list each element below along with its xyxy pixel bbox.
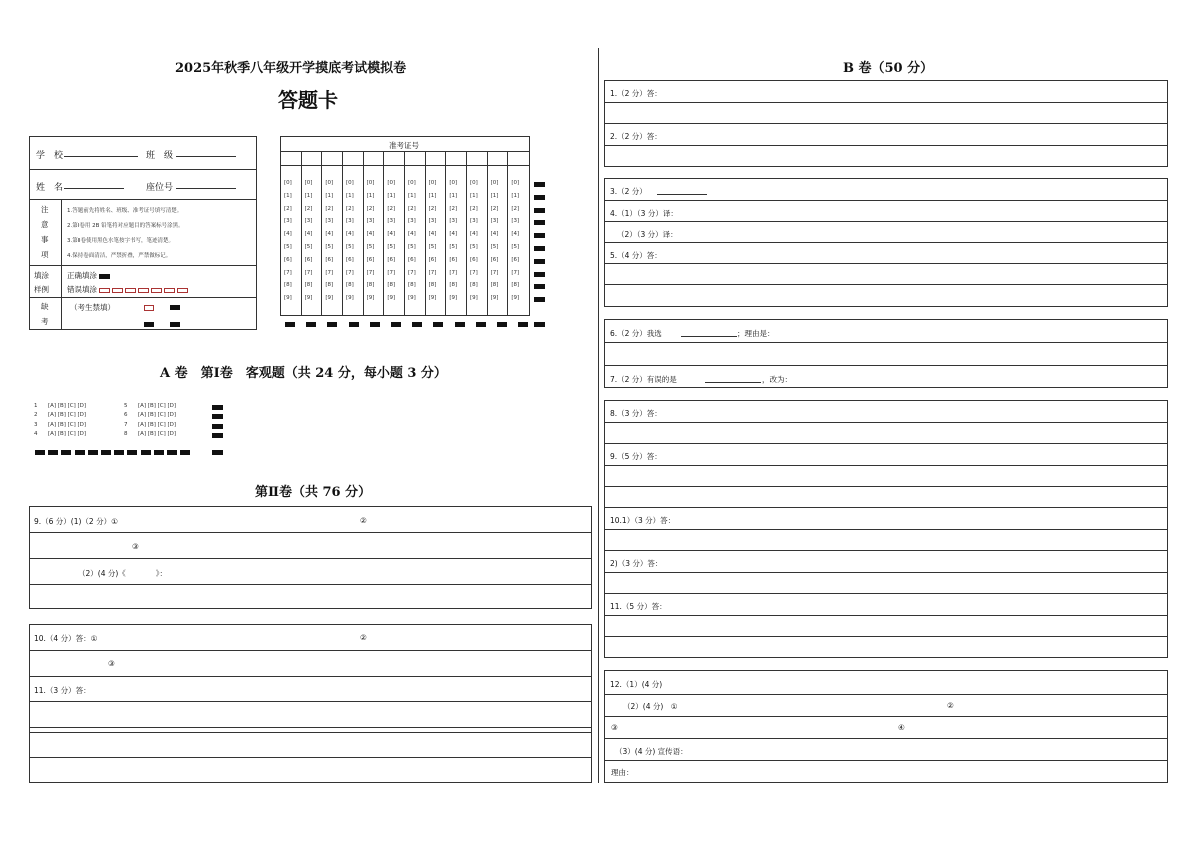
b-q7-change: ，改为： [762, 375, 792, 384]
b-q8-11-box[interactable] [604, 400, 1168, 658]
q11-label: 11.（3 分）答： [34, 686, 91, 695]
objective-options[interactable]: [A] [B] [C] [D] [48, 421, 87, 428]
objective-question-number: 1 [34, 403, 38, 409]
page-divider [598, 48, 599, 783]
wrong-mark-icon [112, 288, 123, 293]
timing-mark [391, 322, 401, 327]
b-q6-7-box[interactable] [604, 319, 1168, 388]
exam-id-column[interactable] [446, 152, 467, 315]
exam-id-bubble[interactable]: [0] [449, 180, 458, 186]
exam-id-bubble[interactable]: [2] [304, 205, 313, 212]
exam-id-bubble[interactable]: [2] [284, 205, 292, 212]
exam-id-column[interactable] [343, 152, 364, 315]
exam-id-bubble[interactable]: [6] [325, 256, 334, 263]
timing-mark [212, 450, 223, 455]
exam-id-bubble[interactable]: [0] [428, 180, 437, 186]
exam-id-bubble[interactable]: [8] [511, 282, 520, 289]
exam-id-bubble[interactable]: [2] [490, 205, 499, 212]
exam-id-bubble[interactable]: [8] [449, 282, 458, 289]
exam-id-bubble[interactable]: [2] [511, 205, 520, 212]
timing-mark [212, 424, 223, 429]
exam-id-bubble[interactable]: [3] [346, 218, 354, 225]
exam-id-bubble[interactable]: [3] [449, 218, 458, 225]
b-q6-field[interactable] [681, 328, 737, 337]
exam-id-bubble[interactable]: [6] [284, 256, 292, 263]
timing-mark [212, 414, 223, 419]
timing-mark [88, 450, 98, 455]
exam-id-column[interactable] [281, 152, 302, 315]
timing-mark [412, 322, 422, 327]
b-q3-label: 3.（2 分） [610, 187, 647, 196]
exam-id-bubble[interactable]: [8] [408, 282, 416, 289]
timing-mark [534, 322, 545, 327]
exam-id-bubble[interactable]: [0] [325, 180, 334, 186]
exam-id-bubble[interactable]: [5] [346, 244, 354, 250]
exam-id-bubble[interactable]: [4] [304, 231, 313, 238]
exam-id-bubble[interactable]: [4] [449, 231, 458, 238]
exam-id-bubble[interactable]: [9] [284, 295, 292, 302]
objective-question-number: 2 [34, 412, 38, 419]
student-info-box [29, 136, 257, 330]
q9-label: 9.（6 分）(1)（2 分）① [34, 517, 118, 526]
exam-id-bubble[interactable]: [9] [325, 295, 334, 302]
b-q6-label: 6.（2 分）我选 [610, 329, 662, 338]
b-q12-2d-label: ④ [898, 723, 905, 732]
timing-mark [433, 322, 443, 327]
exam-id-bubble[interactable]: [7] [408, 269, 416, 276]
section-b-title: B 卷（50 分） [843, 61, 934, 76]
objective-question-number: 7 [124, 421, 128, 428]
exam-id-bubble[interactable]: [2] [428, 205, 437, 212]
exam-id-bubble[interactable]: [5] [284, 244, 292, 250]
exam-id-bubble[interactable]: [1] [428, 192, 437, 199]
objective-options[interactable]: [A] [B] [C] [D] [48, 403, 87, 409]
note-4: 4.保持卷面清洁，严禁折叠，严禁做标记。 [67, 253, 172, 259]
timing-mark [534, 220, 545, 225]
section-ii-title: 第Ⅱ卷（共 76 分） [255, 485, 372, 500]
exam-id-bubble[interactable]: [1] [284, 192, 292, 199]
exam-id-bubble[interactable]: [2] [366, 205, 375, 212]
objective-options[interactable]: [A] [B] [C] [D] [48, 430, 87, 437]
exam-id-bubble[interactable]: [7] [366, 269, 375, 276]
exam-id-bubble[interactable]: [9] [470, 295, 478, 302]
exam-id-bubble[interactable]: [6] [428, 256, 437, 263]
b-q12-box[interactable] [604, 670, 1168, 783]
exam-id-column[interactable] [508, 152, 529, 315]
exam-id-bubble[interactable]: [5] [490, 244, 499, 250]
objective-options[interactable]: [A] [B] [C] [D] [138, 430, 177, 437]
timing-mark [114, 450, 124, 455]
exam-id-bubble[interactable]: [1] [449, 192, 458, 199]
wrong-mark-icon [177, 288, 188, 293]
q10-label-2: ② [360, 633, 367, 642]
exam-id-bubble[interactable]: [4] [408, 231, 416, 238]
b-q12-2-label: （2）(4 分) ① [623, 702, 678, 711]
b-q9-label: 9.（5 分）答： [610, 452, 662, 461]
class-field[interactable] [176, 148, 236, 157]
exam-id-bubble[interactable]: [1] [346, 192, 354, 199]
timing-mark [306, 322, 316, 327]
objective-question-number: 6 [124, 412, 128, 419]
exam-id-bubble[interactable]: [6] [490, 256, 499, 263]
school-label: 学 校 [36, 151, 64, 161]
timing-mark [144, 322, 154, 327]
exam-id-bubble[interactable]: [9] [346, 295, 354, 302]
b-q12-2b-label: ② [947, 701, 954, 710]
exam-id-bubble[interactable]: [6] [408, 256, 416, 263]
exam-id-bubble[interactable]: [7] [284, 269, 292, 276]
exam-id-bubble[interactable]: [1] [387, 192, 396, 199]
exam-id-bubble[interactable]: [7] [387, 269, 396, 276]
timing-mark [327, 322, 337, 327]
exam-id-box [280, 136, 530, 316]
exam-id-bubble[interactable]: [0] [284, 180, 292, 186]
exam-id-bubble[interactable]: [9] [490, 295, 499, 302]
exam-id-bubble[interactable]: [6] [387, 256, 396, 263]
timing-mark [534, 195, 545, 200]
section-a-title: A 卷 第Ⅰ卷 客观题（共 24 分，每小题 3 分） [160, 366, 447, 381]
objective-options[interactable]: [A] [B] [C] [D] [138, 421, 177, 428]
b-q10a-label: 10.1）（3 分）答： [610, 516, 676, 525]
timing-mark [170, 305, 180, 310]
exam-id-bubble[interactable]: [2] [325, 205, 334, 212]
exam-id-grid[interactable] [281, 152, 529, 315]
timing-mark [61, 450, 71, 455]
wrong-mark-icon [151, 288, 162, 293]
absent-label-2: 考 [41, 317, 49, 326]
correct-sample [67, 270, 110, 281]
wrong-mark-icon [138, 288, 149, 293]
b-q1-2-box[interactable] [604, 80, 1168, 167]
q9-answer-box[interactable] [29, 506, 592, 609]
exam-id-bubble[interactable]: [1] [366, 192, 375, 199]
b-q6-reason: ；理由是： [737, 329, 775, 338]
notes-label-1: 注 [41, 205, 49, 214]
absent-note: （考生禁填） [70, 303, 115, 312]
exam-id-bubble[interactable]: [6] [346, 256, 354, 263]
exam-id-bubble[interactable]: [1] [490, 192, 499, 199]
exam-id-bubble[interactable]: [9] [511, 295, 520, 302]
timing-mark [127, 450, 137, 455]
objective-question-number: 4 [34, 430, 38, 437]
timing-mark [170, 322, 180, 327]
exam-id-bubble[interactable]: [2] [470, 205, 478, 212]
note-1: 1.答题前先将姓名、班级、准考证号填写清楚。 [67, 208, 183, 214]
exam-id-bubble[interactable]: [5] [304, 244, 313, 250]
timing-mark [534, 272, 545, 277]
b-q12-label: 12.（1）(4 分) [610, 680, 663, 689]
exam-id-bubble[interactable]: [5] [325, 244, 334, 250]
exam-id-bubble[interactable]: [7] [449, 269, 458, 276]
timing-mark [534, 297, 545, 302]
exam-id-bubble[interactable]: [2] [346, 205, 354, 212]
exam-id-bubble[interactable]: [8] [304, 282, 313, 289]
exam-id-column[interactable] [426, 152, 447, 315]
timing-mark [212, 433, 223, 438]
exam-id-bubble[interactable]: [1] [304, 192, 313, 199]
exam-id-bubble[interactable]: [3] [284, 218, 292, 225]
timing-mark [370, 322, 380, 327]
timing-mark [455, 322, 465, 327]
q10-11-answer-box[interactable] [29, 624, 592, 783]
exam-id-column[interactable] [364, 152, 385, 315]
b-q4a-label: 4.（1）（3 分）译： [610, 209, 678, 218]
class-label: 班 级 [146, 151, 174, 161]
exam-id-bubble[interactable]: [5] [428, 244, 437, 250]
exam-id-bubble[interactable]: [1] [408, 192, 416, 199]
filled-mark-icon [99, 274, 110, 279]
exam-id-bubble[interactable]: [8] [366, 282, 375, 289]
name-field[interactable] [64, 180, 124, 189]
wrong-mark-icon [125, 288, 136, 293]
q10-label-3: ③ [108, 659, 115, 668]
exam-id-column[interactable] [302, 152, 323, 315]
correct-label: 正确填涂 [67, 271, 97, 280]
exam-id-bubble[interactable]: [0] [304, 180, 313, 186]
timing-mark [349, 322, 359, 327]
school-field[interactable] [64, 148, 138, 157]
note-3: 3.第Ⅱ卷使用黑色水笔按字书写，笔迹清楚。 [67, 238, 174, 244]
name-label: 姓 名 [36, 183, 64, 193]
exam-id-bubble[interactable]: [5] [449, 244, 458, 250]
exam-id-bubble[interactable]: [4] [366, 231, 375, 238]
timing-mark [75, 450, 85, 455]
exam-id-bubble[interactable]: [0] [470, 180, 478, 186]
exam-id-bubble[interactable]: [2] [387, 205, 396, 212]
exam-id-bubble[interactable]: [4] [511, 231, 520, 238]
exam-id-bubble[interactable]: [0] [387, 180, 396, 186]
exam-id-bubble[interactable]: [5] [387, 244, 396, 250]
q10-label: 10.（4 分）答：① [34, 634, 98, 643]
exam-id-bubble[interactable]: [4] [325, 231, 334, 238]
exam-id-bubble[interactable]: [9] [366, 295, 375, 302]
exam-id-bubble[interactable]: [3] [470, 218, 478, 225]
exam-id-bubble[interactable]: [4] [346, 231, 354, 238]
exam-id-bubble[interactable]: [0] [511, 180, 520, 186]
exam-id-bubble[interactable]: [3] [387, 218, 396, 225]
b-q3-5-box[interactable] [604, 178, 1168, 307]
q9-label-2: ② [360, 516, 367, 525]
objective-options[interactable]: [A] [B] [C] [D] [48, 412, 87, 419]
b-q12-reason-label: 理由： [611, 768, 634, 777]
exam-id-column[interactable] [405, 152, 426, 315]
b-q1-label: 1.（2 分）答： [610, 89, 662, 98]
exam-id-bubble[interactable]: [6] [470, 256, 478, 263]
absent-checkbox[interactable] [144, 305, 154, 311]
exam-id-bubble[interactable]: [9] [408, 295, 416, 302]
exam-id-bubble[interactable]: [9] [449, 295, 458, 302]
exam-id-column[interactable] [384, 152, 405, 315]
exam-id-label: 准考证号 [389, 141, 419, 150]
exam-id-bubble[interactable]: [0] [346, 180, 354, 186]
exam-id-bubble[interactable]: [6] [304, 256, 313, 263]
exam-id-bubble[interactable]: [8] [490, 282, 499, 289]
exam-id-bubble[interactable]: [5] [408, 244, 416, 250]
exam-id-bubble[interactable]: [8] [284, 282, 292, 289]
timing-mark [497, 322, 507, 327]
sample-label-1: 填涂 [34, 271, 49, 280]
b-q4b-label: （2）（3 分）译： [617, 230, 678, 239]
exam-id-bubble[interactable]: [8] [346, 282, 354, 289]
wrong-sample [67, 284, 190, 295]
objective-question-number: 3 [34, 421, 38, 428]
exam-id-bubble[interactable]: [4] [490, 231, 499, 238]
b-q8-label: 8.（3 分）答： [610, 409, 662, 418]
exam-id-bubble[interactable]: [0] [408, 180, 416, 186]
exam-id-bubble[interactable]: [0] [366, 180, 375, 186]
exam-id-column[interactable] [488, 152, 509, 315]
exam-id-bubble[interactable]: [6] [449, 256, 458, 263]
notes-label-2: 意 [41, 220, 49, 229]
objective-question-number: 5 [124, 403, 128, 409]
exam-id-bubble[interactable]: [3] [325, 218, 334, 225]
timing-mark [534, 284, 545, 289]
timing-mark [518, 322, 528, 327]
timing-mark [167, 450, 177, 455]
note-2: 2.第Ⅰ卷用 2B 铅笔将对应题目的答案标号涂黑。 [67, 223, 184, 229]
exam-id-bubble[interactable]: [7] [490, 269, 499, 276]
timing-mark [285, 322, 295, 327]
timing-mark [154, 450, 164, 455]
exam-id-bubble[interactable]: [9] [304, 295, 313, 302]
wrong-mark-icon [99, 288, 110, 293]
exam-id-bubble[interactable]: [7] [304, 269, 313, 276]
exam-id-bubble[interactable]: [7] [325, 269, 334, 276]
b-q5-label: 5.（4 分）答： [610, 251, 662, 260]
b-q12-3-label: （3）(4 分) 宣传语： [615, 747, 688, 756]
exam-id-bubble[interactable]: [5] [366, 244, 375, 250]
b-q3-field[interactable] [657, 186, 707, 195]
timing-mark [101, 450, 111, 455]
exam-id-bubble[interactable]: [3] [366, 218, 375, 225]
exam-id-bubble[interactable]: [3] [304, 218, 313, 225]
exam-id-bubble[interactable]: [5] [511, 244, 520, 250]
timing-mark [180, 450, 190, 455]
exam-id-bubble[interactable]: [7] [346, 269, 354, 276]
exam-id-bubble[interactable]: [7] [470, 269, 478, 276]
exam-id-bubble[interactable]: [8] [387, 282, 396, 289]
q9-label-4: （2）(4 分)《 》： [78, 569, 168, 578]
exam-id-bubble[interactable]: [9] [428, 295, 437, 302]
exam-id-bubble[interactable]: [6] [366, 256, 375, 263]
exam-id-bubble[interactable]: [1] [325, 192, 334, 199]
objective-options[interactable]: [A] [B] [C] [D] [138, 412, 177, 419]
exam-id-bubble[interactable]: [4] [428, 231, 437, 238]
notes-label-3: 事 [41, 235, 49, 244]
timing-mark [212, 405, 223, 410]
objective-options[interactable]: [A] [B] [C] [D] [138, 403, 177, 409]
b-q12-2c-label: ③ [611, 723, 618, 732]
exam-id-bubble[interactable]: [8] [325, 282, 334, 289]
exam-id-bubble[interactable]: [6] [511, 256, 520, 263]
timing-mark [35, 450, 45, 455]
exam-id-bubble[interactable]: [1] [470, 192, 478, 199]
timing-mark [48, 450, 58, 455]
wrong-mark-icon [164, 288, 175, 293]
timing-mark [141, 450, 151, 455]
exam-id-bubble[interactable]: [4] [387, 231, 396, 238]
exam-id-bubble[interactable]: [3] [511, 218, 520, 225]
wrong-label: 错误填涂 [67, 285, 97, 294]
q9-label-3: ③ [132, 542, 139, 551]
exam-id-bubble[interactable]: [4] [470, 231, 478, 238]
exam-title: 2025年秋季八年级开学摸底考试模拟卷 [175, 61, 407, 76]
exam-id-bubble[interactable]: [2] [408, 205, 416, 212]
b-q7-field[interactable] [705, 374, 761, 383]
seat-label: 座位号 [146, 183, 174, 193]
exam-id-bubble[interactable]: [3] [408, 218, 416, 225]
exam-id-bubble[interactable]: [0] [490, 180, 499, 186]
exam-id-bubble[interactable]: [4] [284, 231, 292, 238]
b-q11-label: 11.（5 分）答： [610, 602, 667, 611]
exam-id-bubble[interactable]: [3] [490, 218, 499, 225]
answer-card-title: 答题卡 [278, 88, 338, 112]
timing-mark [534, 246, 545, 251]
b-q10b-label: 2)（3 分）答： [610, 559, 663, 568]
exam-id-bubble[interactable]: [5] [470, 244, 478, 250]
sample-label-2: 样例 [34, 285, 49, 294]
exam-id-bubble[interactable]: [1] [511, 192, 520, 199]
timing-mark [534, 182, 545, 187]
timing-mark [476, 322, 486, 327]
exam-id-column[interactable] [322, 152, 343, 315]
timing-mark [534, 233, 545, 238]
exam-id-bubble[interactable]: [2] [449, 205, 458, 212]
notes-label-4: 项 [41, 250, 49, 259]
exam-id-bubble[interactable]: [8] [470, 282, 478, 289]
timing-mark [534, 259, 545, 264]
exam-id-column[interactable] [467, 152, 488, 315]
exam-id-bubble[interactable]: [3] [428, 218, 437, 225]
objective-question-number: 8 [124, 430, 128, 437]
b-q2-label: 2.（2 分）答： [610, 132, 662, 141]
exam-id-bubble[interactable]: [8] [428, 282, 437, 289]
exam-id-bubble[interactable]: [9] [387, 295, 396, 302]
exam-id-bubble[interactable]: [7] [511, 269, 520, 276]
absent-label-1: 缺 [41, 302, 49, 311]
timing-mark [534, 208, 545, 213]
seat-field[interactable] [176, 180, 236, 189]
exam-id-bubble[interactable]: [7] [428, 269, 437, 276]
b-q7-label: 7.（2 分）有误的是 [610, 375, 677, 384]
